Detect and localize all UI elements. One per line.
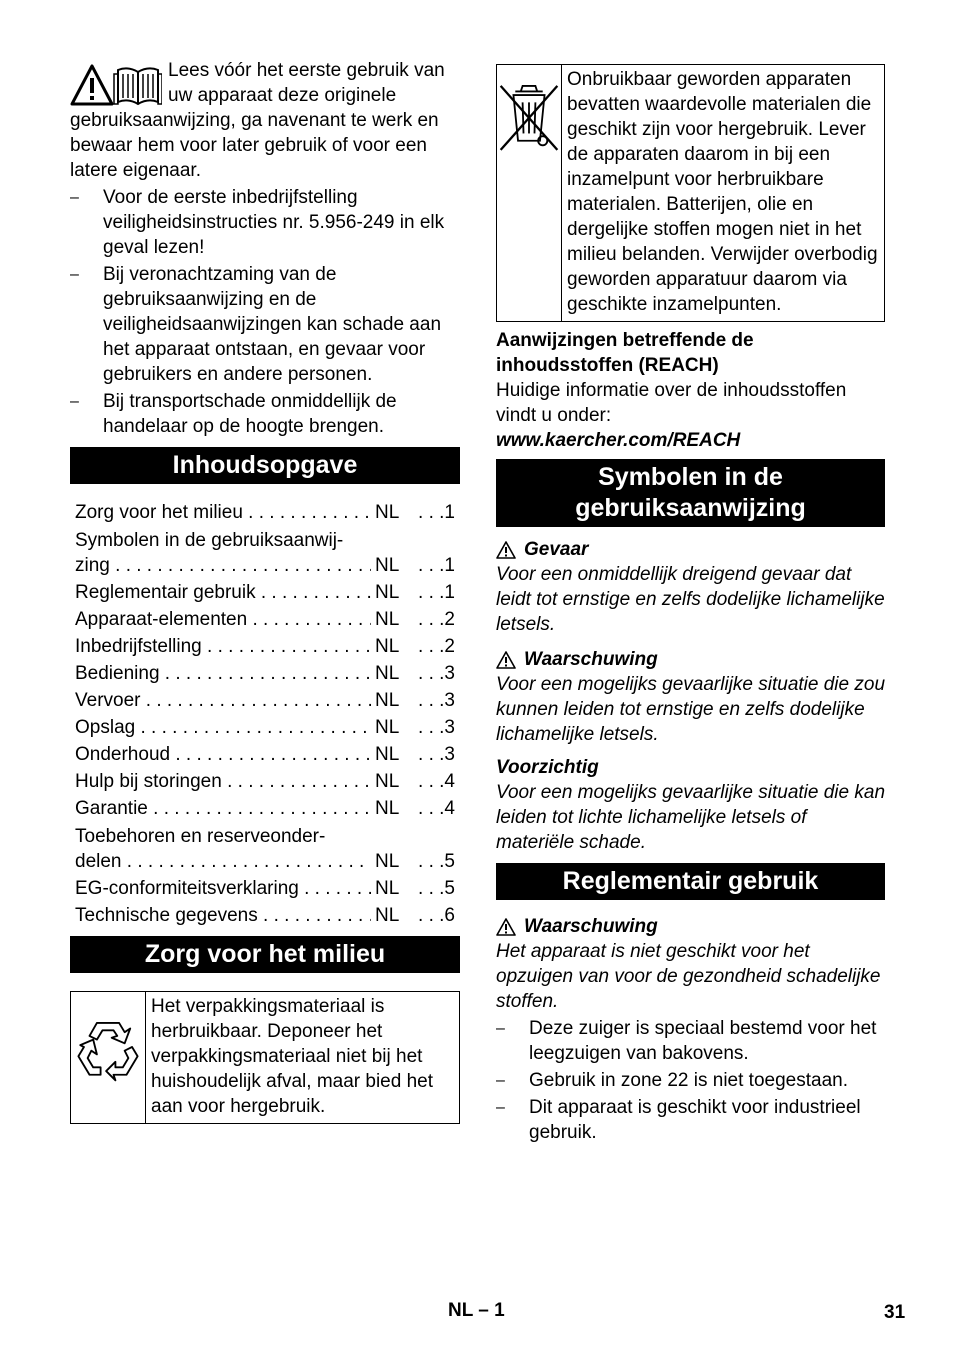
toc-entry-title: Toebehoren en reserveonder- [75,826,326,847]
toc-entry-title: Bediening [75,663,160,684]
danger-label-row [496,537,885,562]
toc-entry-title: EG-conformiteitsverklaring [75,878,299,899]
toc-entry[interactable] [70,767,460,794]
toc-entry-page: . . . 3 [407,742,455,767]
toc-entry-title: Technische gegevens [75,905,258,926]
waste-box [496,64,885,322]
waste-icon-cell [497,65,562,321]
reach-url-link[interactable]: www.kaercher.com/REACH [496,430,741,451]
toc-entry-lang: NL [375,690,400,711]
warning-and-manual-icon [70,64,162,108]
toc-entry-title: Onderhoud [75,744,171,765]
list-item: – Dit apparaat is geschikt voor industrieel gebruik. [496,1095,885,1145]
toc-entry-page: . . . 5 [407,876,455,901]
warning-triangle-icon [496,541,516,559]
toc-heading: Inhoudsopgave [70,447,460,484]
caution-label: Voorzichtig [496,757,599,778]
toc-entry[interactable] [70,578,460,605]
intro-text: Lees vóór het eerste gebruik van uw apparaat deze originele gebruiksaanwijzing, ga navenant te werk en bewaar hem voor later gebruik of voor een latere eigenaar. [70,60,445,181]
toc-entry-title: Inbedrijfstelling [75,636,202,657]
toc-entry[interactable] [70,794,460,821]
list-item: – Deze zuiger is speciaal bestemd voor het leegzuigen van bakovens. [496,1016,885,1066]
toc-entry-lang: NL [375,663,400,684]
toc-entry-page: . . . 1 [407,580,455,605]
toc-entry-lang: NL [375,744,400,765]
intended-use-warning-text: Het apparaat is niet geschikt voor het opzuigen van voor de gezondheid schadelijke stoffen. [496,941,881,1012]
toc-entry-lang: NL [375,609,400,630]
toc-entry[interactable] [70,874,460,901]
warning-label: Waarschuwing [524,649,658,670]
toc-entry-lang: NL [375,582,400,603]
warning-triangle-icon [496,651,516,669]
toc-entry-lang: NL [375,636,400,657]
toc-entry[interactable] [70,713,460,740]
toc-entry-lang: NL [375,555,400,576]
toc-entry-page: . . . 3 [407,715,455,740]
intended-use-heading: Reglementair gebruik [496,863,885,900]
symbols-heading: Symbolen in de gebruiksaanwijzing [496,459,885,527]
intro-bullet-list [70,185,460,439]
toc-entry-page: . . . 5 [407,849,455,874]
list-item: – Bij transportschade onmiddellijk de handelaar op de hoogte brengen. [70,389,460,439]
toc-entry-title: Zorg voor het milieu [75,502,243,523]
danger-text: Voor een onmiddellijk dreigend gevaar dat leidt tot ernstige en zelfs dodelijke lichamelijke letsels. [496,564,885,635]
toc-entry-page: . . . 4 [407,796,455,821]
toc-entry-page: . . . 6 [407,903,455,928]
crossed-out-wheelie-bin-icon [497,79,561,155]
toc-entry[interactable] [70,659,460,686]
warning-text: Voor een mogelijks gevaarlijke situatie die zou kunnen leiden tot ernstige en zelfs dodelijke lichamelijke letsels. [496,674,886,745]
recycle-icon [71,1010,145,1084]
recycle-icon-cell [71,992,146,1123]
toc-entry-lang: NL [375,878,400,899]
right-column [496,64,885,1145]
intended-use-warning-label: Waarschuwing [524,916,658,937]
toc-entry-title: Hulp bij storingen [75,771,222,792]
environment-heading: Zorg voor het milieu [70,936,460,973]
toc-entry-page: . . . 1 [407,500,455,525]
list-item: – Gebruik in zone 22 is niet toegestaan. [496,1068,885,1093]
toc-entry-title: Symbolen in de gebruiksaanwij- [75,530,344,551]
toc-entry-title: Apparaat-elementen [75,609,248,630]
toc-entry-lang: NL [375,717,400,738]
intended-use-warning-row [496,914,885,939]
toc-entry-page: . . . 4 [407,769,455,794]
table-of-contents [70,498,460,928]
toc-entry-title-cont: delen [75,851,122,872]
toc-entry[interactable] [70,686,460,713]
footer-section-lang: NL [448,1300,473,1321]
caution-text: Voor een mogelijks gevaarlijke situatie die kan leiden tot lichte lichamelijke letsels of materiële schade. [496,782,886,853]
toc-entry-title: Vervoer [75,690,141,711]
toc-entry-title-cont: zing [75,555,110,576]
toc-entry[interactable] [70,525,460,578]
intro-block [70,58,460,183]
left-column [70,58,460,1124]
toc-entry-page: . . . 1 [407,553,455,578]
footer-page-number: 31 [884,1302,906,1323]
toc-entry[interactable] [70,605,460,632]
toc-entry-lang: NL [375,851,400,872]
list-item: – Voor de eerste inbedrijfstelling veiligheidsinstructies nr. 5.956-249 in elk geval lezen! [70,185,460,260]
toc-entry-title: Opslag [75,717,136,738]
waste-text: Onbruikbaar geworden apparaten bevatten waardevolle materialen die geschikt zijn voor hergebruik. Lever de apparaten daarom in bij een inzamelpunt voor herbruikbare materialen. Batterijen, olie en dergelijke stoffen mogen niet in het milieu belanden. Verwijder overbodig geworden apparatuur daarom via geschikte inzamelpunten. [567,69,878,315]
toc-entry[interactable] [70,821,460,874]
toc-entry[interactable] [70,632,460,659]
toc-entry-page: . . . 3 [407,688,455,713]
reach-heading: Aanwijzingen betreffende de inhoudsstoffen (REACH) [496,330,754,376]
danger-label: Gevaar [524,539,589,560]
recycle-box [70,991,460,1124]
intended-use-bullet-list [496,1016,885,1145]
toc-entry-page: . . . 2 [407,607,455,632]
warning-triangle-icon [496,918,516,936]
toc-entry-lang: NL [375,771,400,792]
toc-entry[interactable] [70,901,460,928]
toc-entry-title: Garantie [75,798,148,819]
reach-text: Huidige informatie over de inhoudsstoffen vindt u onder: [496,380,847,426]
toc-entry-page: . . . 2 [407,634,455,659]
toc-entry[interactable] [70,740,460,767]
toc-entry-lang: NL [375,798,400,819]
toc-entry[interactable] [70,498,460,525]
footer-section [448,1298,505,1323]
recycle-text: Het verpakkingsmateriaal is herbruikbaar. Deponeer het verpakkingsmateriaal niet bij het huishoudelijk afval, maar bied het aan voor hergebruik. [151,996,434,1117]
warning-label-row [496,647,885,672]
toc-entry-title: Reglementair gebruik [75,582,256,603]
list-item: – Bij veronachtzaming van de gebruiksaanwijzing en de veiligheidsaanwijzingen kan schade aan het apparaat ontstaan, en gevaar voor gebruikers en andere personen. [70,262,460,387]
toc-entry-lang: NL [375,502,400,523]
toc-entry-lang: NL [375,905,400,926]
footer-section-page: – 1 [478,1300,505,1321]
toc-entry-page: . . . 3 [407,661,455,686]
